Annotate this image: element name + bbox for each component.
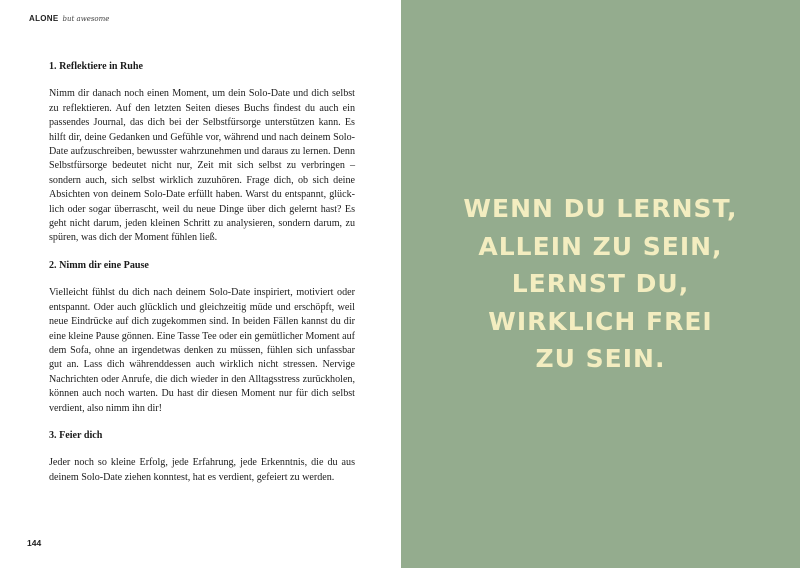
quote-line: ZU SEIN.: [535, 344, 666, 374]
header-subtitle: but awesome: [62, 15, 110, 23]
right-page-quote-panel: [401, 0, 800, 568]
quote-line: WENN DU LERNST,: [463, 194, 738, 224]
pull-quote: [463, 190, 737, 378]
section-paragraph-celebrate: Jeder noch so kleine Erfolg, jede Erfahrung, jede Erkenntnis, die du aus deinem Solo-Date ziehen konntest, hat es verdient, gefeiert zu werden.: [49, 457, 355, 483]
header-title: ALONE: [29, 14, 59, 23]
quote-line: WIRKLICH FREI: [488, 306, 713, 336]
section-paragraph-pause: Vielleicht fühlst du dich nach deinem Solo-Date inspiriert, motiviert oder entspannt. Oder auch glücklich und gleichzeitig müde und erschöpft, weil neue Eindrücke auf dich zugekommen sind. In beiden Fällen kannst du dir eine kleine Pause gönnen. Eine Tasse Tee oder ein gemütlicher Moment auf dem Sofa, ohne an irgendetwas denken zu müssen, fühlen sich unfassbar gut an. Lass dich währenddessen auch wirklich nicht stressen. Nervige Nachrichten oder Anrufe, die dich wieder in den Alltagsstress zurückholen, können auch noch warten. Du hast dir diesen Moment nur für dich selbst verdient, also nimm ihn dir!: [49, 287, 355, 414]
page-number: 144: [27, 538, 42, 548]
quote-line: LERNST DU,: [511, 269, 690, 299]
section-paragraph-reflect: Nimm dir danach noch einen Moment, um dein Solo-Date und dich selbst zu reflektieren. Auf den letzten Seiten dieses Buchs findest du auch ein passendes Journal, das dich bei der Selbstfürsorge unterstützen kann. Es hilft dir, deine Gedanken und Gefühle vor, während und nach deinem Solo-Date aufzuschreiben, bewusster wahrzunehmen und daraus zu lernen. Denn Selbstfürsorge bedeutet nicht nur, Zeit mit sich selbst zu verbringen – sondern auch, sich selbst wirklich zuzuhören. Frage dich, ob sich deine Absichten von deinem Solo-Date erfüllt haben. Warst du entspannt, glücklich oder sogar überrascht, weil du neue Dinge über dich gelernt hast? Es geht nicht darum, jeden kleinen Schritt zu analysieren, sondern darum, zu spüren, was dich der Moment fühlen ließ.: [49, 88, 355, 244]
page-content: [49, 60, 355, 485]
running-header: [29, 14, 109, 23]
section-heading-pause: 2. Nimm dir eine Pause: [49, 259, 149, 271]
quote-line: ALLEIN ZU SEIN,: [478, 231, 723, 261]
section-heading-reflect: 1. Reflektiere in Ruhe: [49, 61, 144, 72]
section-heading-celebrate: 3. Feier dich: [49, 429, 103, 441]
